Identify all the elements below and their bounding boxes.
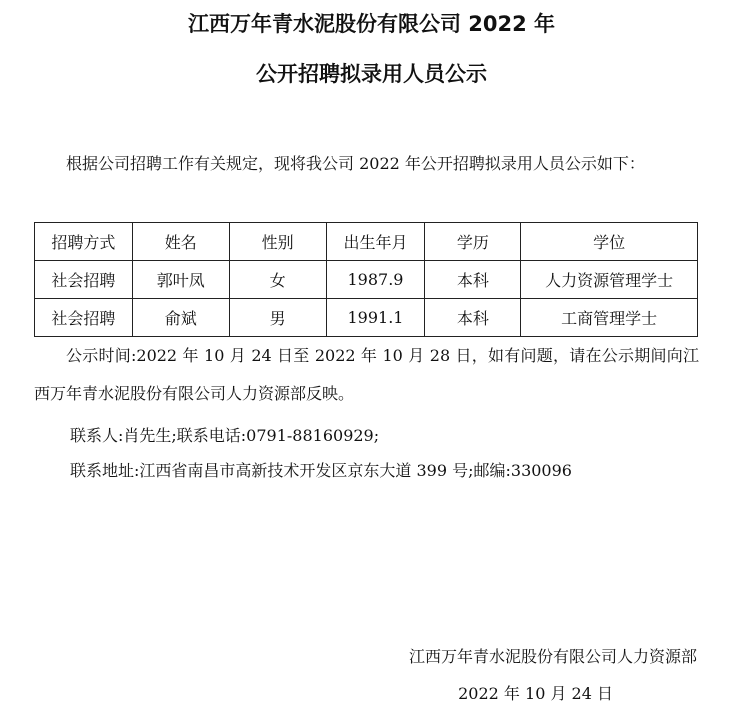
cell-education: 本科	[425, 299, 521, 337]
header-degree: 学位	[521, 223, 698, 261]
cell-gender: 男	[229, 299, 326, 337]
document-title-line2: 公开招聘拟录用人员公示	[256, 62, 487, 86]
contact-line: 联系人:肖先生;联系电话:0791-88160929;	[70, 426, 380, 445]
header-recruit-method: 招聘方式	[35, 223, 133, 261]
table-row	[35, 261, 698, 299]
intro-paragraph: 根据公司招聘工作有关规定，现将我公司 2022 年公开招聘拟录用人员公示如下：	[66, 154, 645, 173]
header-birth: 出生年月	[326, 223, 425, 261]
address-line: 联系地址:江西省南昌市高新技术开发区京东大道 399 号;邮编:330096	[70, 461, 572, 480]
cell-name: 郭叶凤	[132, 261, 229, 299]
cell-education: 本科	[425, 261, 521, 299]
cell-birth: 1987.9	[326, 261, 425, 299]
header-education: 学历	[425, 223, 521, 261]
header-name: 姓名	[132, 223, 229, 261]
notice-period-paragraph: 公示时间:2022 年 10 月 24 日至 2022 年 10 月 28 日，如有问题，请在公示期间向江西万年青水泥股份有限公司人力资源部反映。	[34, 346, 699, 403]
table-row	[35, 299, 698, 337]
cell-birth: 1991.1	[326, 299, 425, 337]
candidates-table	[34, 222, 698, 337]
cell-recruit-method: 社会招聘	[35, 299, 133, 337]
cell-degree: 工商管理学士	[521, 299, 698, 337]
cell-gender: 女	[229, 261, 326, 299]
table-header-row	[35, 223, 698, 261]
cell-recruit-method: 社会招聘	[35, 261, 133, 299]
cell-degree: 人力资源管理学士	[521, 261, 698, 299]
signature-date: 2022 年 10 月 24 日	[458, 684, 613, 703]
cell-name: 俞斌	[132, 299, 229, 337]
signature-org: 江西万年青水泥股份有限公司人力资源部	[408, 647, 697, 666]
document-title-line1: 江西万年青水泥股份有限公司 2022 年	[187, 12, 556, 36]
header-gender: 性别	[229, 223, 326, 261]
